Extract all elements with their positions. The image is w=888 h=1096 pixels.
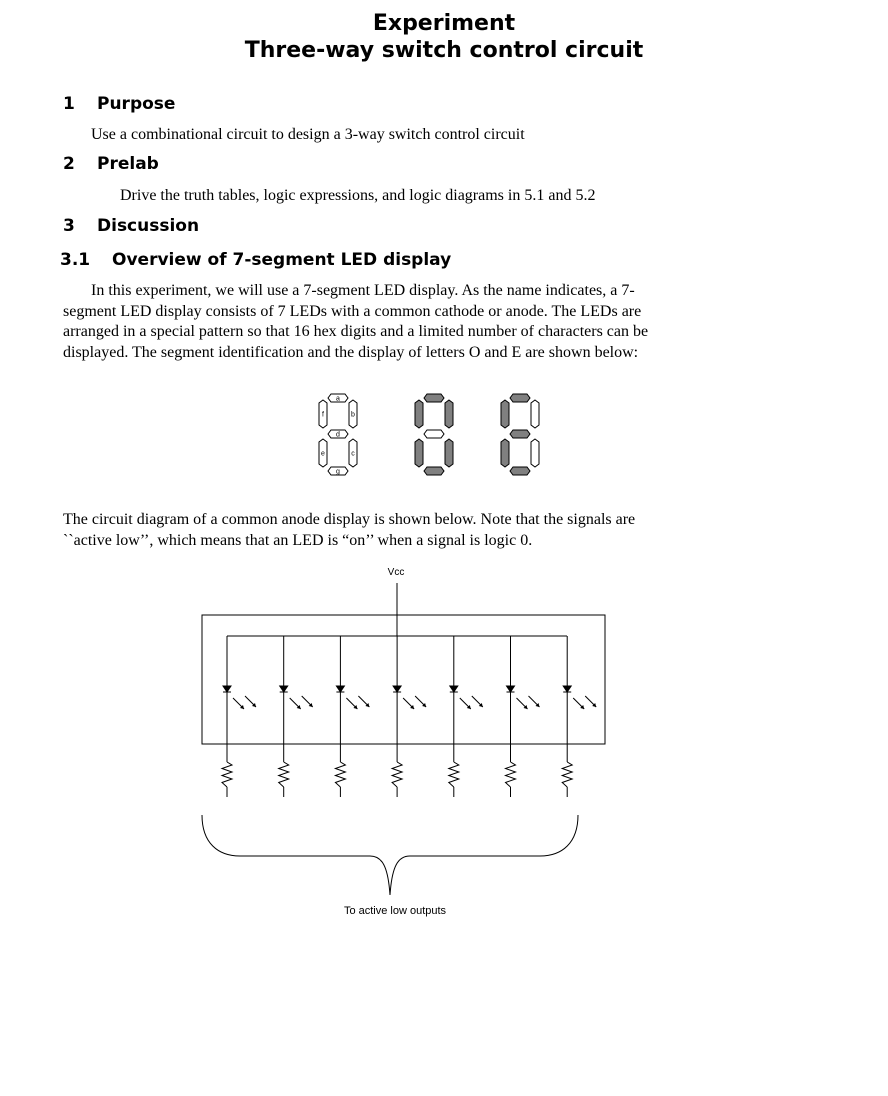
section-title: Purpose [97,94,176,114]
section-title: Prelab [97,154,159,174]
led-branches [222,636,596,797]
led-diode [223,686,231,692]
resistor [449,762,459,787]
paragraph-line: ``active low’’, which means that an LED is “on’’ when a signal is logic 0. [63,531,533,549]
section-number: 3.1 [60,250,91,270]
resistor [335,762,345,787]
resistor [392,762,402,787]
section-number: 2 [63,154,75,174]
output-brace [202,815,578,895]
label-d: d [336,431,340,439]
led-diode [507,686,515,692]
vcc-label: Vcc [387,567,405,578]
section-title: Discussion [97,216,200,236]
section-title: Overview of 7-segment LED display [112,250,452,270]
led-diode [336,686,344,692]
section-number: 3 [63,216,75,236]
label-g: g [336,468,340,476]
resistor [222,762,232,787]
resistor [506,762,516,787]
label-b: b [351,411,355,419]
paragraph-line: segment LED display consists of 7 LEDs with a common cathode or anode. The LEDs are [63,302,642,320]
resistor [562,762,572,787]
resistor [279,762,289,787]
paragraph-line: arranged in a special pattern so that 16 hex digits and a limited number of characters can be [63,323,649,340]
label-c: c [351,450,355,458]
purpose-text: Use a combinational circuit to design a 3-way switch control circuit [91,126,525,143]
output-label: To active low outputs [343,905,447,917]
display-package [202,615,605,744]
paragraph-line: displayed. The segment identification and the display of letters O and E are shown below: [63,343,639,361]
page-subtitle: Three-way switch control circuit [244,38,644,63]
paragraph-line: In this experiment, we will use a 7-segment LED display. As the name indicates, a 7- [91,282,635,299]
label-a: a [336,395,340,403]
paragraph-line: The circuit diagram of a common anode display is shown below. Note that the signals are [63,511,636,528]
led-diode [280,686,288,692]
label-e: e [321,450,325,458]
prelab-text: Drive the truth tables, logic expressions, and logic diagrams in 5.1 and 5.2 [120,187,596,204]
page-title: Experiment [372,11,516,36]
section-number: 1 [63,94,75,114]
led-diode [450,686,458,692]
led-diode [563,686,571,692]
label-f: f [322,411,324,419]
led-diode [393,686,401,692]
